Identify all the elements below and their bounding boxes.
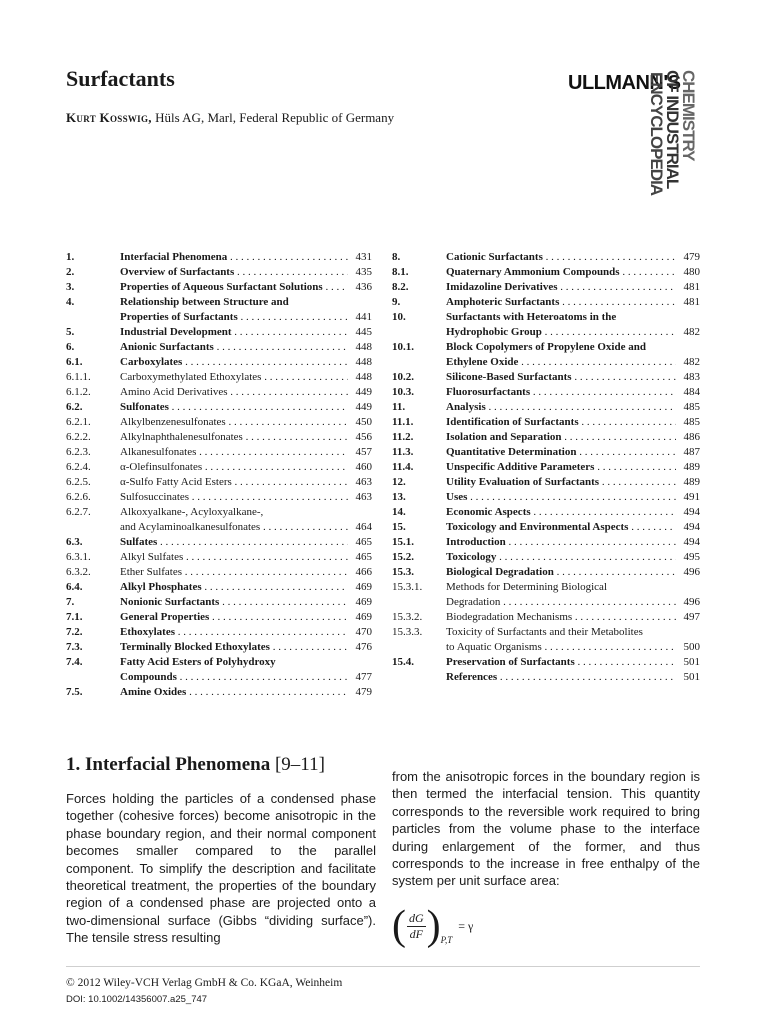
ullmanns-logo [568,70,708,205]
logo-main-text: ULLMANN'S [568,72,681,94]
toc-entry-title [120,295,348,325]
toc-entry[interactable] [392,265,700,280]
toc-entry-page: 486 [683,431,700,443]
toc-entry-number: 2. [66,266,75,278]
toc-entry-number: 6.2.1. [66,416,91,428]
toc-entry[interactable] [66,280,372,295]
toc-entry-number: 12. [392,476,406,488]
toc-entry-title [446,250,676,265]
author-name: Kurt Kosswig, [66,110,152,125]
toc-entry-number: 15.3.3. [392,626,423,638]
toc-entry-number: 7. [66,596,75,608]
toc-entry-page: 494 [683,506,700,518]
toc-entry-title-line: Alkyl Phosphates . . . [120,580,348,595]
toc-entry-title [446,400,676,415]
equation [392,905,473,947]
toc-entry-number: 6.1.1. [66,371,91,383]
toc-entry-page: 465 [355,536,372,548]
toc-entry-title-line: Silicone-Based Surfactants . . . [446,370,676,385]
toc-entry-page: 482 [683,356,700,368]
toc-entry-number: 8.2. [392,281,409,293]
toc-entry[interactable] [392,460,700,475]
toc-entry-title-line: Alkyl Sulfates . . . [120,550,348,565]
toc-entry[interactable] [66,415,372,430]
equation-fraction [407,911,426,942]
toc-entry-number: 6.1.2. [66,386,91,398]
toc-entry[interactable] [392,565,700,580]
toc-entry-number: 8.1. [392,266,409,278]
article-title: Surfactants [66,66,175,91]
toc-entry-page: 456 [355,431,372,443]
toc-entry-number: 6.2. [66,401,83,413]
toc-entry-number: 15.3.1. [392,581,423,593]
logo-line-chemistry: CHEMISTRY [679,70,698,161]
toc-entry-page: 482 [683,326,700,338]
toc-entry-title-line: α-Sulfo Fatty Acid Esters . . . [120,475,348,490]
toc-entry-title-line: Quantitative Determination . . . [446,445,676,460]
toc-entry-title-line: Biological Degradation . . . [446,565,676,580]
toc-entry-title-line: Overview of Surfactants . . . [120,265,348,280]
toc-entry-title [446,550,676,565]
toc-entry[interactable] [66,445,372,460]
toc-entry-title [446,670,676,685]
toc-entry-page: 484 [683,386,700,398]
toc-entry-title [120,445,348,460]
toc-entry-title-line: Ethylene Oxide . . . [446,355,676,370]
toc-entry-page: 457 [355,446,372,458]
equation-close-paren: ) [426,903,441,949]
toc-entry-number: 7.4. [66,656,83,668]
toc-entry-page: 448 [355,371,372,383]
logo-line-industrial: OF INDUSTRIAL [663,70,682,189]
toc-entry-title-line: Terminally Blocked Ethoxylates . . . [120,640,348,655]
toc-entry-number: 15.4. [392,656,414,668]
toc-entry-page: 469 [355,611,372,623]
toc-entry-title-line: Industrial Development . . . [120,325,348,340]
toc-entry-number [392,670,446,685]
toc-entry-title-line: Biodegradation Mechanisms . . . [446,610,676,625]
toc-entry-page: 449 [355,386,372,398]
toc-entry-number: 11.1. [392,416,414,428]
toc-entry-title [120,280,348,295]
toc-entry-title-line: Unspecific Additive Parameters . . . [446,460,676,475]
toc-entry-number: 13. [392,491,406,503]
toc-entry-title-line: Nonionic Surfactants . . . [120,595,348,610]
toc-entry[interactable] [66,430,372,445]
toc-entry[interactable] [66,265,372,280]
toc-entry-title [446,505,676,520]
toc-right-column [392,250,700,685]
toc-entry-title [120,655,348,685]
toc-entry-page: 485 [683,401,700,413]
toc-entry-title [446,535,676,550]
toc-entry-number: 14. [392,506,406,518]
doi-link[interactable]: DOI: 10.1002/14356007.a25_747 [66,994,208,1005]
toc-entry-title-line: Introduction . . . [446,535,676,550]
toc-entry-title [446,430,676,445]
toc-entry-page: 436 [355,281,372,293]
toc-entry-title-line: Utility Evaluation of Surfactants . . . [446,475,676,490]
toc-entry-page: 489 [683,461,700,473]
toc-entry-page: 489 [683,476,700,488]
toc-entry-title [446,445,676,460]
toc-entry-title-line: Alkanesulfonates . . . [120,445,348,460]
toc-entry[interactable] [392,475,700,490]
equation-subscript: P,T [440,935,453,945]
toc-entry-number: 4. [66,296,75,308]
toc-entry-number: 5. [66,326,75,338]
toc-entry-title [120,550,348,565]
toc-entry[interactable] [392,445,700,460]
toc-entry-title-line: Hydrophobic Group . . . [446,325,676,340]
toc-entry-title-line: Surfactants with Heteroatoms in the [446,311,617,323]
toc-entry-number: 6.3. [66,536,83,548]
toc-entry-number: 6.1. [66,356,83,368]
toc-entry-title-line: to Aquatic Organisms . . . [446,640,676,655]
toc-entry[interactable] [392,505,700,520]
toc-entry[interactable] [66,640,372,655]
toc-entry-number: 10.1. [392,341,414,353]
toc-entry-title-line: Properties of Aqueous Surfactant Solutions . . . [120,280,348,295]
toc-entry-title-line: Alkylbenzenesulfonates . . . [120,415,348,430]
logo-line-encyclopedia: ENCYCLOPEDIA [647,72,666,196]
toc-entry-title [120,415,348,430]
toc-entry-title [446,340,676,370]
toc-entry-title [120,370,348,385]
toc-entry-title [120,475,348,490]
body-paragraph-left: Forces holding the particles of a condensed phase together (cohesive forces) become anisotropic in the phase boundary region, and their normal component becomes smaller compared to the parallel component. To simplify the description and facilitate theoretical treatment, the properties of the boundary region of a condensed phase are projected onto a two-dimensional surface (Gibbs “dividing surface”). The tensile stress resulting [66,791,376,946]
toc-entry[interactable] [66,475,372,490]
toc-entry-number: 7.2. [66,626,83,638]
toc-entry-number: 15.1. [392,536,414,548]
toc-entry-title-line: Ethoxylates . . . [120,625,348,640]
toc-entry-number: 15. [392,521,406,533]
toc-entry-title-line: α-Olefinsulfonates . . . [120,460,348,475]
toc-entry-page: 485 [683,416,700,428]
toc-entry-page: 500 [683,641,700,653]
toc-entry-title-line: Sulfosuccinates . . . [120,490,348,505]
toc-entry-title [120,595,348,610]
toc-entry-title-line: Interfacial Phenomena . . . [120,250,348,265]
toc-entry-page: 435 [355,266,372,278]
toc-entry-title [120,385,348,400]
toc-entry-title [120,250,348,265]
toc-entry-page: 441 [355,311,372,323]
toc-entry-title [120,355,348,370]
toc-entry[interactable] [66,685,372,700]
toc-entry-number: 7.3. [66,641,83,653]
equation-denominator: dF [409,926,423,941]
toc-entry[interactable] [66,505,372,535]
toc-entry-title [120,490,348,505]
toc-entry[interactable] [392,400,700,415]
footer-divider [66,966,700,967]
toc-entry[interactable] [392,430,700,445]
toc-left-column [66,250,372,700]
toc-entry-number: 6.2.7. [66,506,91,518]
toc-entry-title [120,460,348,475]
toc-entry-title-line: Amphoteric Surfactants . . . [446,295,676,310]
toc-entry-title-line: Uses . . . [446,490,676,505]
toc-entry[interactable] [66,535,372,550]
toc-entry-title-line: Economic Aspects . . . [446,505,676,520]
toc-entry-title-line: Preservation of Surfactants . . . [446,655,676,670]
toc-entry[interactable] [392,625,700,655]
toc-entry-page: 501 [683,671,700,683]
toc-entry-title [120,685,348,700]
toc-entry-title-line: Carboxylates . . . [120,355,348,370]
toc-entry-title-line: General Properties . . . [120,610,348,625]
toc-entry-title [446,625,676,655]
body-paragraph-right: from the anisotropic forces in the boundary region is then termed the interfacial tension. This quantity corresponds to the reversible work required to bring particles from the volume phase to the interface during enlargement of the former, and thus corresponds to the increase in free enthalpy of the system per unit surface area: [392,769,700,889]
toc-entry[interactable] [392,580,700,610]
toc-entry[interactable] [392,520,700,535]
toc-entry-page: 466 [355,566,372,578]
toc-entry[interactable] [66,490,372,505]
toc-entry-title-line: Identification of Surfactants . . . [446,415,676,430]
toc-entry-number: 6.2.3. [66,446,91,458]
toc-entry-title [120,565,348,580]
author-line [66,110,394,126]
toc-entry-title [120,265,348,280]
toc-entry[interactable] [392,385,700,400]
toc-entry-title [446,490,676,505]
toc-entry-title-line: Anionic Surfactants . . . [120,340,348,355]
toc-entry-title-line: and Acylaminoalkanesulfonates . . . [120,520,348,535]
toc-entry-page: 463 [355,491,372,503]
toc-entry[interactable] [392,610,700,625]
toc-entry-page: 448 [355,356,372,368]
toc-entry-number: 6.3.2. [66,566,91,578]
equation-numerator: dG [409,910,424,925]
toc-entry-page: 476 [355,641,372,653]
toc-entry-title-line: References . . . [446,670,676,685]
toc-entry-page: 481 [683,296,700,308]
toc-entry[interactable] [66,625,372,640]
toc-entry[interactable] [392,280,700,295]
toc-entry-page: 445 [355,326,372,338]
toc-entry-page: 431 [355,251,372,263]
toc-entry-page: 469 [355,581,372,593]
section-heading [66,754,325,776]
toc-entry-title [120,610,348,625]
toc-entry-title-line: Amino Acid Derivatives . . . [120,385,348,400]
toc-entry-page: 460 [355,461,372,473]
toc-entry-title-line: Methods for Determining Biological [446,581,607,593]
toc-entry[interactable] [66,655,372,685]
toc-entry[interactable] [392,370,700,385]
toc-entry-title-line: Alkoxyalkane-, Acyloxyalkane-, [120,506,264,518]
toc-entry-page: 494 [683,536,700,548]
toc-entry[interactable] [66,460,372,475]
toc-entry-number: 6.2.6. [66,491,91,503]
toc-entry-number: 3. [66,281,75,293]
toc-entry[interactable] [66,385,372,400]
toc-entry-number: 10.3. [392,386,414,398]
toc-entry-page: 465 [355,551,372,563]
toc-entry-title-line: Relationship between Structure and [120,296,289,308]
toc-entry[interactable] [66,340,372,355]
toc-entry-title [446,565,676,580]
toc-entry-title [120,640,348,655]
author-affiliation: Hüls AG, Marl, Federal Republic of Germany [151,110,395,125]
toc-entry[interactable] [392,535,700,550]
toc-entry-number: 6.2.5. [66,476,91,488]
toc-entry-title [446,310,676,340]
toc-entry-title-line: Imidazoline Derivatives . . . [446,280,676,295]
toc-entry-page: 487 [683,446,700,458]
toc-entry[interactable] [392,670,700,685]
toc-entry[interactable] [66,400,372,415]
toc-entry-page: 477 [355,671,372,683]
toc-entry-number: 7.5. [66,686,83,698]
toc-entry-number: 6.3.1. [66,551,91,563]
toc-entry-page: 491 [683,491,700,503]
toc-entry-title [446,475,676,490]
toc-entry-title [446,385,676,400]
toc-entry-title-line: Block Copolymers of Propylene Oxide and [446,341,646,353]
toc-entry-title [120,580,348,595]
toc-entry[interactable] [66,295,372,325]
toc-entry[interactable] [392,550,700,565]
toc-entry-title [120,400,348,415]
toc-entry-title [446,460,676,475]
toc-entry[interactable] [66,325,372,340]
toc-entry-page: 479 [355,686,372,698]
toc-entry-number: 1. [66,251,75,263]
toc-entry-title-line: Compounds . . . [120,670,348,685]
toc-entry-page: 479 [683,251,700,263]
equation-rhs: = γ [458,918,474,933]
toc-entry-title [446,610,676,625]
toc-entry-number: 10.2. [392,371,414,383]
toc-entry-title [446,520,676,535]
toc-entry[interactable] [392,340,700,370]
toc-entry-title [120,625,348,640]
toc-entry-title-line: Toxicology and Environmental Aspects . . . [446,520,676,535]
toc-entry[interactable] [392,415,700,430]
toc-entry[interactable] [66,610,372,625]
toc-entry-title-line: Isolation and Separation . . . [446,430,676,445]
toc-entry-title-line: Degradation . . . [446,595,676,610]
toc-entry-page: 496 [683,566,700,578]
toc-entry-page: 470 [355,626,372,638]
section-heading-ref: [9–11] [270,754,325,775]
toc-entry-page: 448 [355,341,372,353]
toc-entry-number: 6.2.4. [66,461,91,473]
toc-entry-title-line: Cationic Surfactants . . . [446,250,676,265]
toc-entry-title-line: Properties of Surfactants . . . [120,310,348,325]
toc-entry-title [120,430,348,445]
toc-entry-number: 11.2. [392,431,414,443]
toc-entry-title-line: Toxicology . . . [446,550,676,565]
toc-entry-page: 450 [355,416,372,428]
toc-entry[interactable] [392,655,700,670]
toc-entry-number: 7.1. [66,611,83,623]
toc-entry-page: 501 [683,656,700,668]
toc-entry-page: 494 [683,521,700,533]
toc-entry-page: 463 [355,476,372,488]
toc-entry-title-line: Amine Oxides . . . [120,685,348,700]
toc-entry-title [120,535,348,550]
toc-entry-title-line: Ether Sulfates . . . [120,565,348,580]
toc-entry-title-line: Fatty Acid Esters of Polyhydroxy [120,656,276,668]
toc-entry-title [446,370,676,385]
toc-entry-title-line: Sulfates . . . [120,535,348,550]
toc-entry[interactable] [392,250,700,265]
toc-entry[interactable] [66,250,372,265]
toc-entry[interactable] [66,550,372,565]
toc-entry-number: 15.2. [392,551,414,563]
toc-entry-page: 469 [355,596,372,608]
toc-entry[interactable] [66,565,372,580]
toc-entry[interactable] [392,490,700,505]
toc-entry-title [446,295,676,310]
equation-open-paren: ( [392,903,406,949]
toc-entry-page: 464 [355,521,372,533]
toc-entry-title-line: Carboxymethylated Ethoxylates . . . [120,370,348,385]
toc-entry-title-line: Alkylnaphthalenesulfonates . . . [120,430,348,445]
toc-entry-title-line: Toxicity of Surfactants and their Metabolites [446,626,643,638]
toc-entry[interactable] [66,595,372,610]
toc-entry-title-line: Fluorosurfactants . . . [446,385,676,400]
toc-entry-number: 6.4. [66,581,83,593]
toc-entry[interactable] [66,370,372,385]
toc-entry-page: 480 [683,266,700,278]
toc-entry-number: 9. [392,296,401,308]
toc-entry[interactable] [66,355,372,370]
toc-entry-title [120,505,348,535]
section-heading-text: 1. Interfacial Phenomena [66,754,271,775]
toc-entry-title [446,265,676,280]
toc-entry-number: 11.4. [392,461,414,473]
toc-entry-title-line: Analysis . . . [446,400,676,415]
toc-entry-number: 11. [392,401,406,413]
toc-entry-page: 481 [683,281,700,293]
toc-entry-number: 10. [392,311,406,323]
toc-entry-page: 449 [355,401,372,413]
toc-entry-title [446,580,676,610]
toc-entry-title [120,325,348,340]
toc-entry-number: 6.2.2. [66,431,91,443]
toc-entry-title [446,655,676,670]
copyright-notice: © 2012 Wiley-VCH Verlag GmbH & Co. KGaA, Weinheim [66,977,343,989]
toc-entry[interactable] [392,295,700,310]
toc-entry-page: 495 [683,551,700,563]
toc-entry-number: 15.3. [392,566,414,578]
toc-entry-title [120,340,348,355]
toc-entry-page: 483 [683,371,700,383]
toc-entry-page: 496 [683,596,700,608]
toc-entry-title [446,415,676,430]
toc-entry[interactable] [392,310,700,340]
toc-entry-title-line: Sulfonates . . . [120,400,348,415]
toc-entry-number: 15.3.2. [392,611,423,623]
toc-entry-page: 497 [683,611,700,623]
toc-entry-number: 8. [392,251,401,263]
toc-entry-number: 11.3. [392,446,414,458]
toc-entry[interactable] [66,580,372,595]
toc-entry-title-line: Quaternary Ammonium Compounds . . . [446,265,676,280]
toc-entry-number: 6. [66,341,75,353]
toc-entry-title [446,280,676,295]
